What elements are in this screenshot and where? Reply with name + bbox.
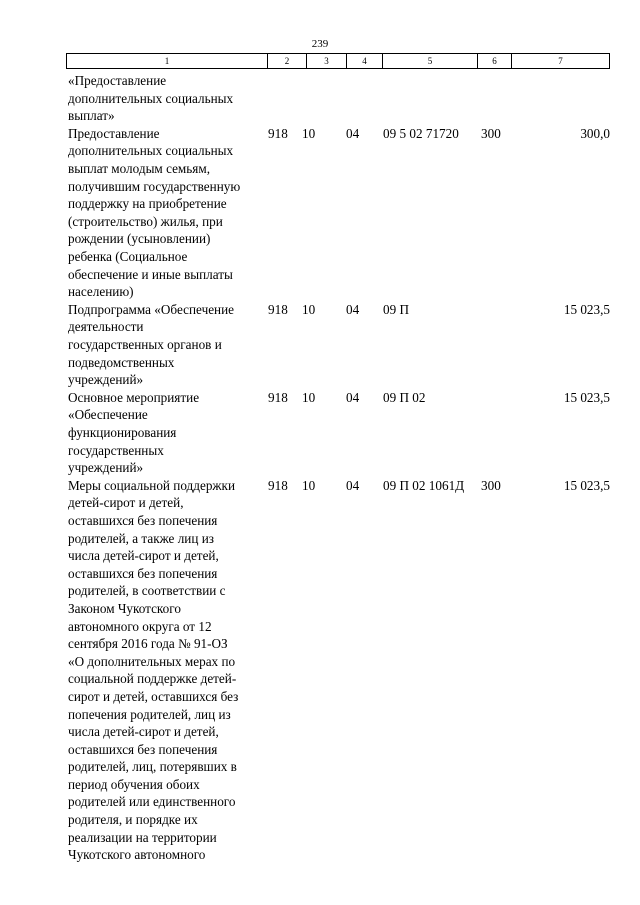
- name-line: учреждений»: [68, 460, 144, 476]
- name-line: выплат молодым семьям,: [68, 160, 211, 176]
- name-line: оставшихся без попечения: [68, 741, 218, 757]
- name-line: родителя, и порядке их: [68, 812, 198, 828]
- header-cell-col4: 4: [347, 54, 383, 68]
- subsection-cell: 04: [346, 301, 360, 317]
- name-line: автономного округа от 12: [68, 618, 212, 634]
- name-line: рождении (усыновлении): [68, 231, 211, 247]
- name-line: Подпрограмма «Обеспечение: [68, 301, 235, 317]
- name-line: получившим государственную: [68, 178, 241, 194]
- admin-code-cell: 918: [268, 389, 288, 405]
- name-line: сирот и детей, оставшихся без: [68, 688, 239, 704]
- name-line: дополнительных социальных: [68, 143, 234, 159]
- section-cell: 10: [302, 477, 316, 493]
- target-article-cell: 09 5 02 71720: [383, 125, 459, 141]
- name-line: ребенка (Социальное: [68, 248, 188, 264]
- admin-code-cell: 918: [268, 301, 288, 317]
- name-line: числа детей-сирот и детей,: [68, 548, 219, 564]
- section-cell: 10: [302, 389, 316, 405]
- name-cell: [68, 301, 268, 389]
- name-line: «Предоставление: [68, 73, 167, 88]
- name-line: родителей, а также лиц из: [68, 530, 214, 546]
- name-line: деятельности: [68, 319, 144, 335]
- name-line: сентября 2016 года № 91-ОЗ: [68, 636, 228, 652]
- name-line: родителей или единственного: [68, 794, 236, 810]
- name-line: Меры социальной поддержки: [68, 477, 236, 493]
- name-line: родителей, лиц, потерявших в: [68, 759, 237, 775]
- name-line: оставшихся без попечения: [68, 512, 218, 528]
- name-cell: [68, 72, 268, 125]
- target-article-cell: 09 П 02: [383, 389, 426, 405]
- header-cell-col6: 6: [478, 54, 512, 68]
- expense-type-cell: 300: [481, 477, 501, 493]
- name-line: функционирования: [68, 424, 177, 440]
- name-line: обеспечение и иные выплаты: [68, 266, 233, 282]
- name-line: реализации на территории: [68, 829, 217, 845]
- expense-type-cell: 300: [481, 125, 501, 141]
- name-line: государственных органов и: [68, 336, 222, 352]
- amount-cell: 15 023,5: [563, 389, 610, 405]
- name-line: выплат»: [68, 108, 115, 124]
- name-line: Чукотского автономного: [68, 847, 206, 863]
- subsection-cell: 04: [346, 477, 360, 493]
- name-line: Основное мероприятие: [68, 389, 200, 405]
- name-cell: [68, 477, 268, 864]
- name-line: социальной поддержке детей-: [68, 671, 237, 687]
- name-line: дополнительных социальных: [68, 90, 234, 106]
- name-line: подведомственных: [68, 354, 175, 370]
- name-line: детей-сирот и детей,: [68, 495, 184, 511]
- name-line: оставшихся без попечения: [68, 565, 218, 581]
- header-cell-col7: 7: [558, 56, 563, 66]
- table-header-row: [66, 53, 610, 69]
- name-line: государственных: [68, 442, 164, 458]
- name-line: попечения родителей, лиц из: [68, 706, 231, 722]
- name-line: «Обеспечение: [68, 407, 148, 423]
- name-line: поддержку на приобретение: [68, 196, 227, 212]
- name-line: учреждений»: [68, 372, 144, 388]
- admin-code-cell: 918: [268, 477, 288, 493]
- header-cell-col3: 3: [307, 54, 347, 68]
- section-cell: 10: [302, 301, 316, 317]
- amount-cell: 15 023,5: [563, 477, 610, 493]
- subsection-cell: 04: [346, 389, 360, 405]
- subsection-cell: 04: [346, 125, 360, 141]
- section-cell: 10: [302, 125, 316, 141]
- name-cell: [68, 389, 268, 477]
- header-cell-col1: 1: [67, 54, 268, 68]
- target-article-cell: 09 П: [383, 301, 410, 317]
- name-cell: [68, 125, 268, 301]
- header-cell-col5: 5: [383, 54, 478, 68]
- name-line: период обучения обоих: [68, 776, 200, 792]
- name-line: Предоставление: [68, 125, 160, 141]
- amount-cell: 300,0: [580, 125, 610, 141]
- amount-cell: 15 023,5: [563, 301, 610, 317]
- target-article-cell: 09 П 02 1061Д: [383, 477, 465, 493]
- admin-code-cell: 918: [268, 125, 288, 141]
- name-line: (строительство) жилья, при: [68, 213, 223, 229]
- page-number: 239: [311, 38, 329, 50]
- name-line: населению): [68, 284, 134, 300]
- name-line: числа детей-сирот и детей,: [68, 724, 219, 740]
- name-line: родителей, в соответствии с: [68, 583, 226, 599]
- header-cell-col2: 2: [268, 54, 307, 68]
- name-line: Законом Чукотского: [68, 600, 181, 616]
- name-line: «О дополнительных мерах по: [68, 653, 236, 669]
